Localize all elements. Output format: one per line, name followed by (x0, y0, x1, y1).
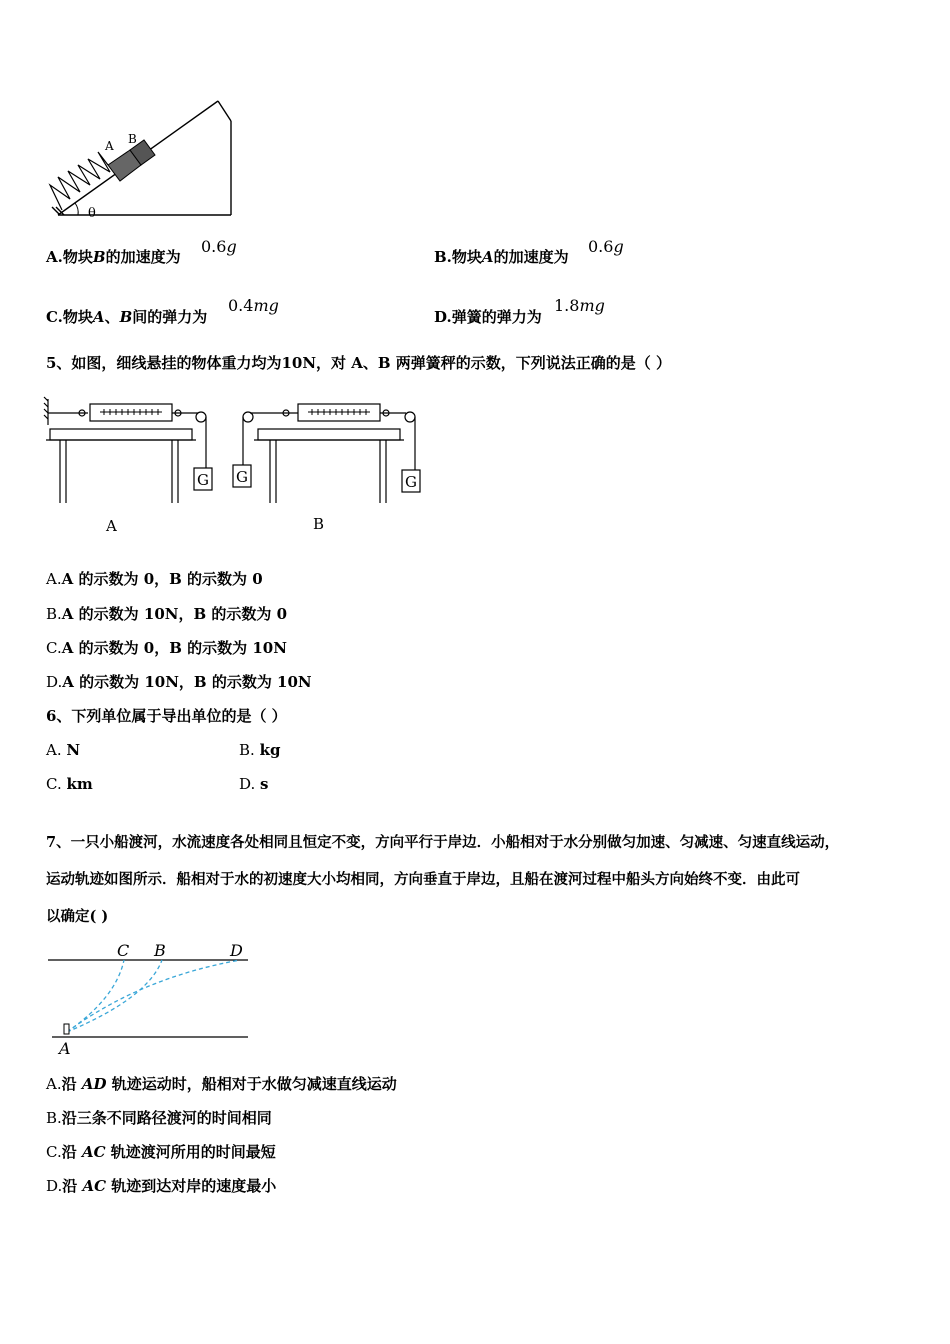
q5-option-a: A.A 的示数为 0，B 的示数为 0 (46, 570, 263, 588)
q5-option-c: C.A 的示数为 0，B 的示数为 10N (46, 639, 287, 657)
q7-option-b: B.沿三条不同路径渡河的时间相同 (46, 1109, 272, 1127)
label-theta: θ (88, 206, 96, 221)
q7-option-a: A.沿 AD 轨迹运动时，船相对于水做匀减速直线运动 (46, 1075, 397, 1093)
q7-stem-line-1: 7、一只小船渡河，水流速度各处相同且恒定不变，方向平行于岸边．小船相对于水分别做匀加速、匀减速、匀速直线运动， (46, 834, 840, 851)
spring (50, 152, 110, 210)
q4-option-b: B.物块A的加速度为 (434, 248, 569, 266)
q7-stem-line-3: 以确定( ) (46, 908, 109, 925)
q7-stem-line-2: 运动轨迹如图所示．船相对于水的初速度大小均相同，方向垂直于岸边，且船在渡河过程中船头方向始终不变．由此可 (46, 871, 800, 888)
q4-option-a-value: 0.6g (201, 237, 237, 256)
spring-scale-figure (40, 385, 430, 535)
q6-stem: 6、下列单位属于导出单位的是（ ） (46, 707, 287, 725)
q6-option-a: A. N (46, 741, 81, 759)
q7-option-d: D.沿 AC 轨迹到达对岸的速度最小 (46, 1177, 277, 1195)
incline-figure (40, 95, 240, 225)
q6-option-d: D. s (239, 775, 269, 793)
setup-label-b: B (313, 515, 325, 533)
q5-option-b: B.A 的示数为 10N，B 的示数为 0 (46, 605, 288, 623)
q4-option-c-value: 0.4mg (228, 296, 279, 315)
q5-option-d: D.A 的示数为 10N，B 的示数为 10N (46, 673, 312, 691)
q7-option-c: C.沿 AC 轨迹渡河所用的时间最短 (46, 1143, 276, 1161)
q4-option-b-value: 0.6g (588, 237, 624, 256)
label-b: B (128, 132, 137, 146)
label-b: B (154, 941, 166, 960)
q4-option-d-value: 1.8mg (554, 296, 605, 315)
q5-stem: 5、如图，细线悬挂的物体重力均为10N，对 A、B 两弹簧秤的示数，下列说法正确的是（ ） (46, 354, 672, 372)
q4-option-a: A.物块B的加速度为 (46, 248, 181, 266)
q6-option-c: C. km (46, 775, 93, 793)
q4-option-c: C.物块A、B间的弹力为 (46, 308, 208, 326)
weight-mid-label: G (236, 468, 248, 486)
weight-right-label: G (405, 473, 417, 491)
weight-left-label: G (197, 471, 209, 489)
label-d: D (230, 941, 243, 960)
q6-option-b: B. kg (239, 741, 281, 759)
q4-option-d: D.弹簧的弹力为 (434, 308, 542, 326)
label-a: A (105, 139, 114, 153)
river-crossing-figure (40, 938, 255, 1060)
label-c: C (117, 941, 130, 960)
label-a: A (59, 1039, 71, 1058)
setup-label-a: A (106, 517, 117, 535)
